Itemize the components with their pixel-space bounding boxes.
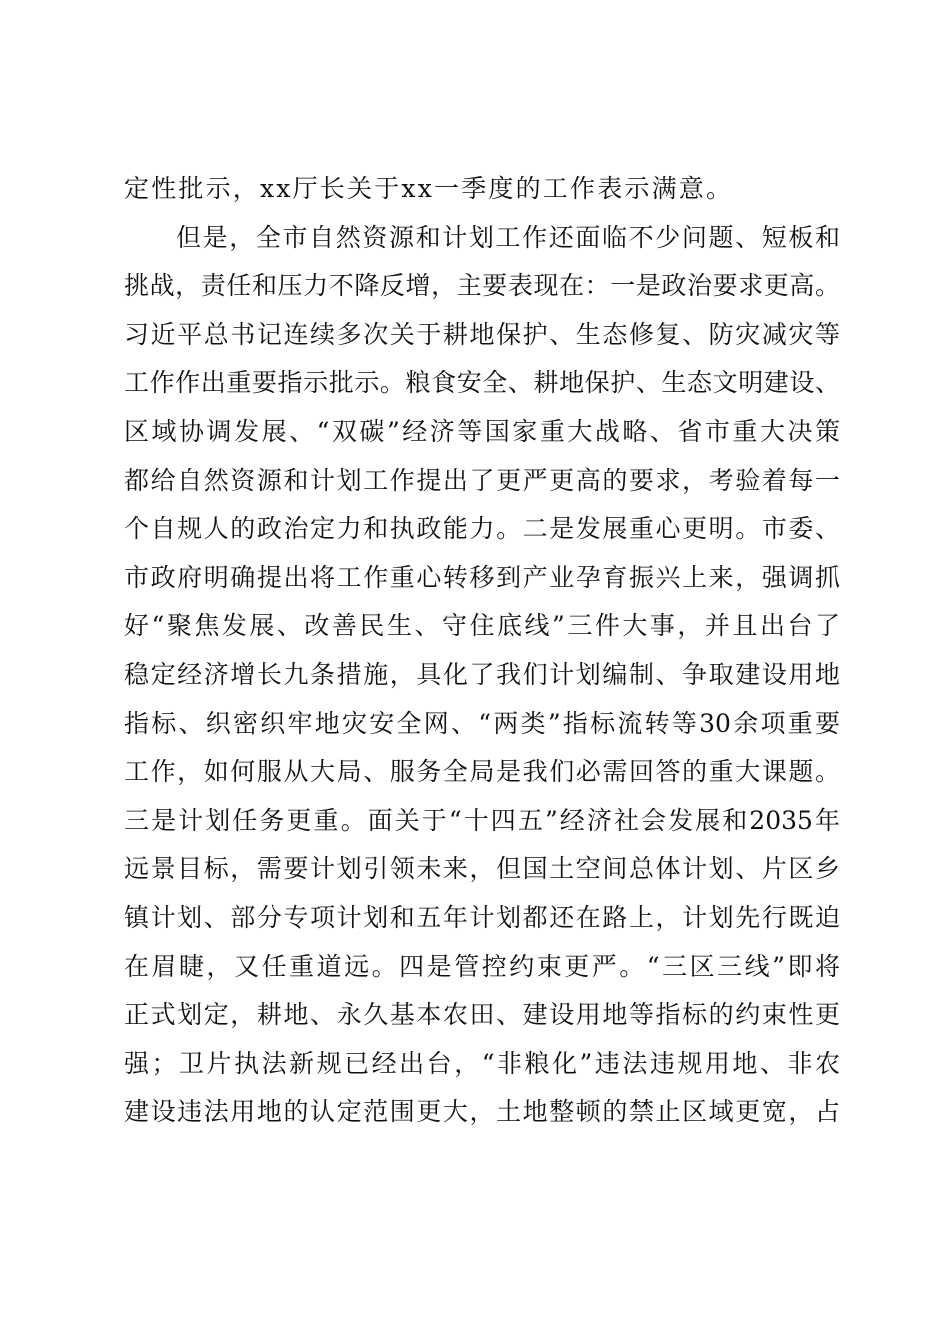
text-line: 但是，全市自然资源和计划工作还面临不少问题、短板和 bbox=[176, 222, 840, 252]
text-line: 在眉睫，又任重道远。四是管控约束更严。“三区三线”即将 bbox=[124, 951, 840, 981]
text-line: 个自规人的政治定力和执政能力。二是发展重心更明。市委、 bbox=[124, 514, 840, 544]
text-line: 挑战，责任和压力不降反增，主要表现在：一是政治要求更高。 bbox=[124, 271, 840, 301]
text-line: 稳定经济增长九条措施，具化了我们计划编制、争取建设用地 bbox=[124, 659, 840, 689]
text-line: 建设违法用地的认定范围更大，土地整顿的禁止区域更宽，占 bbox=[124, 1097, 840, 1127]
text-line: 习近平总书记连续多次关于耕地保护、生态修复、防灾减灾等 bbox=[124, 319, 840, 349]
text-line: 镇计划、部分专项计划和五年计划都还在路上，计划先行既迫 bbox=[124, 902, 840, 932]
text-line: 强；卫片执法新规已经出台，“非粮化”违法违规用地、非农 bbox=[124, 1048, 840, 1078]
text-line: 定性批示，xx厅长关于xx一季度的工作表示满意。 bbox=[124, 174, 734, 203]
text-line: 指标、织密织牢地灾安全网、“两类”指标流转等30余项重要 bbox=[124, 708, 840, 738]
text-line: 工作作出重要指示批示。粮食安全、耕地保护、生态文明建设、 bbox=[124, 368, 840, 398]
text-line: 工作，如何服从大局、服务全局是我们必需回答的重大课题。 bbox=[124, 757, 840, 787]
text-line: 市政府明确提出将工作重心转移到产业孕育振兴上来，强调抓 bbox=[124, 562, 840, 592]
text-line: 区域协调发展、“双碳”经济等国家重大战略、省市重大决策 bbox=[124, 416, 840, 446]
text-line: 远景目标，需要计划引领未来，但国土空间总体计划、片区乡 bbox=[124, 854, 840, 884]
text-line: 正式划定，耕地、永久基本农田、建设用地等指标的约束性更 bbox=[124, 1000, 840, 1030]
text-line: 三是计划任务更重。面关于“十四五”经济社会发展和2035年 bbox=[124, 805, 840, 835]
text-line: 都给自然资源和计划工作提出了更严更高的要求，考验着每一 bbox=[124, 465, 840, 495]
text-line: 好“聚焦发展、改善民生、守住底线”三件大事，并且出台了 bbox=[124, 611, 840, 641]
document-body bbox=[124, 165, 840, 1137]
